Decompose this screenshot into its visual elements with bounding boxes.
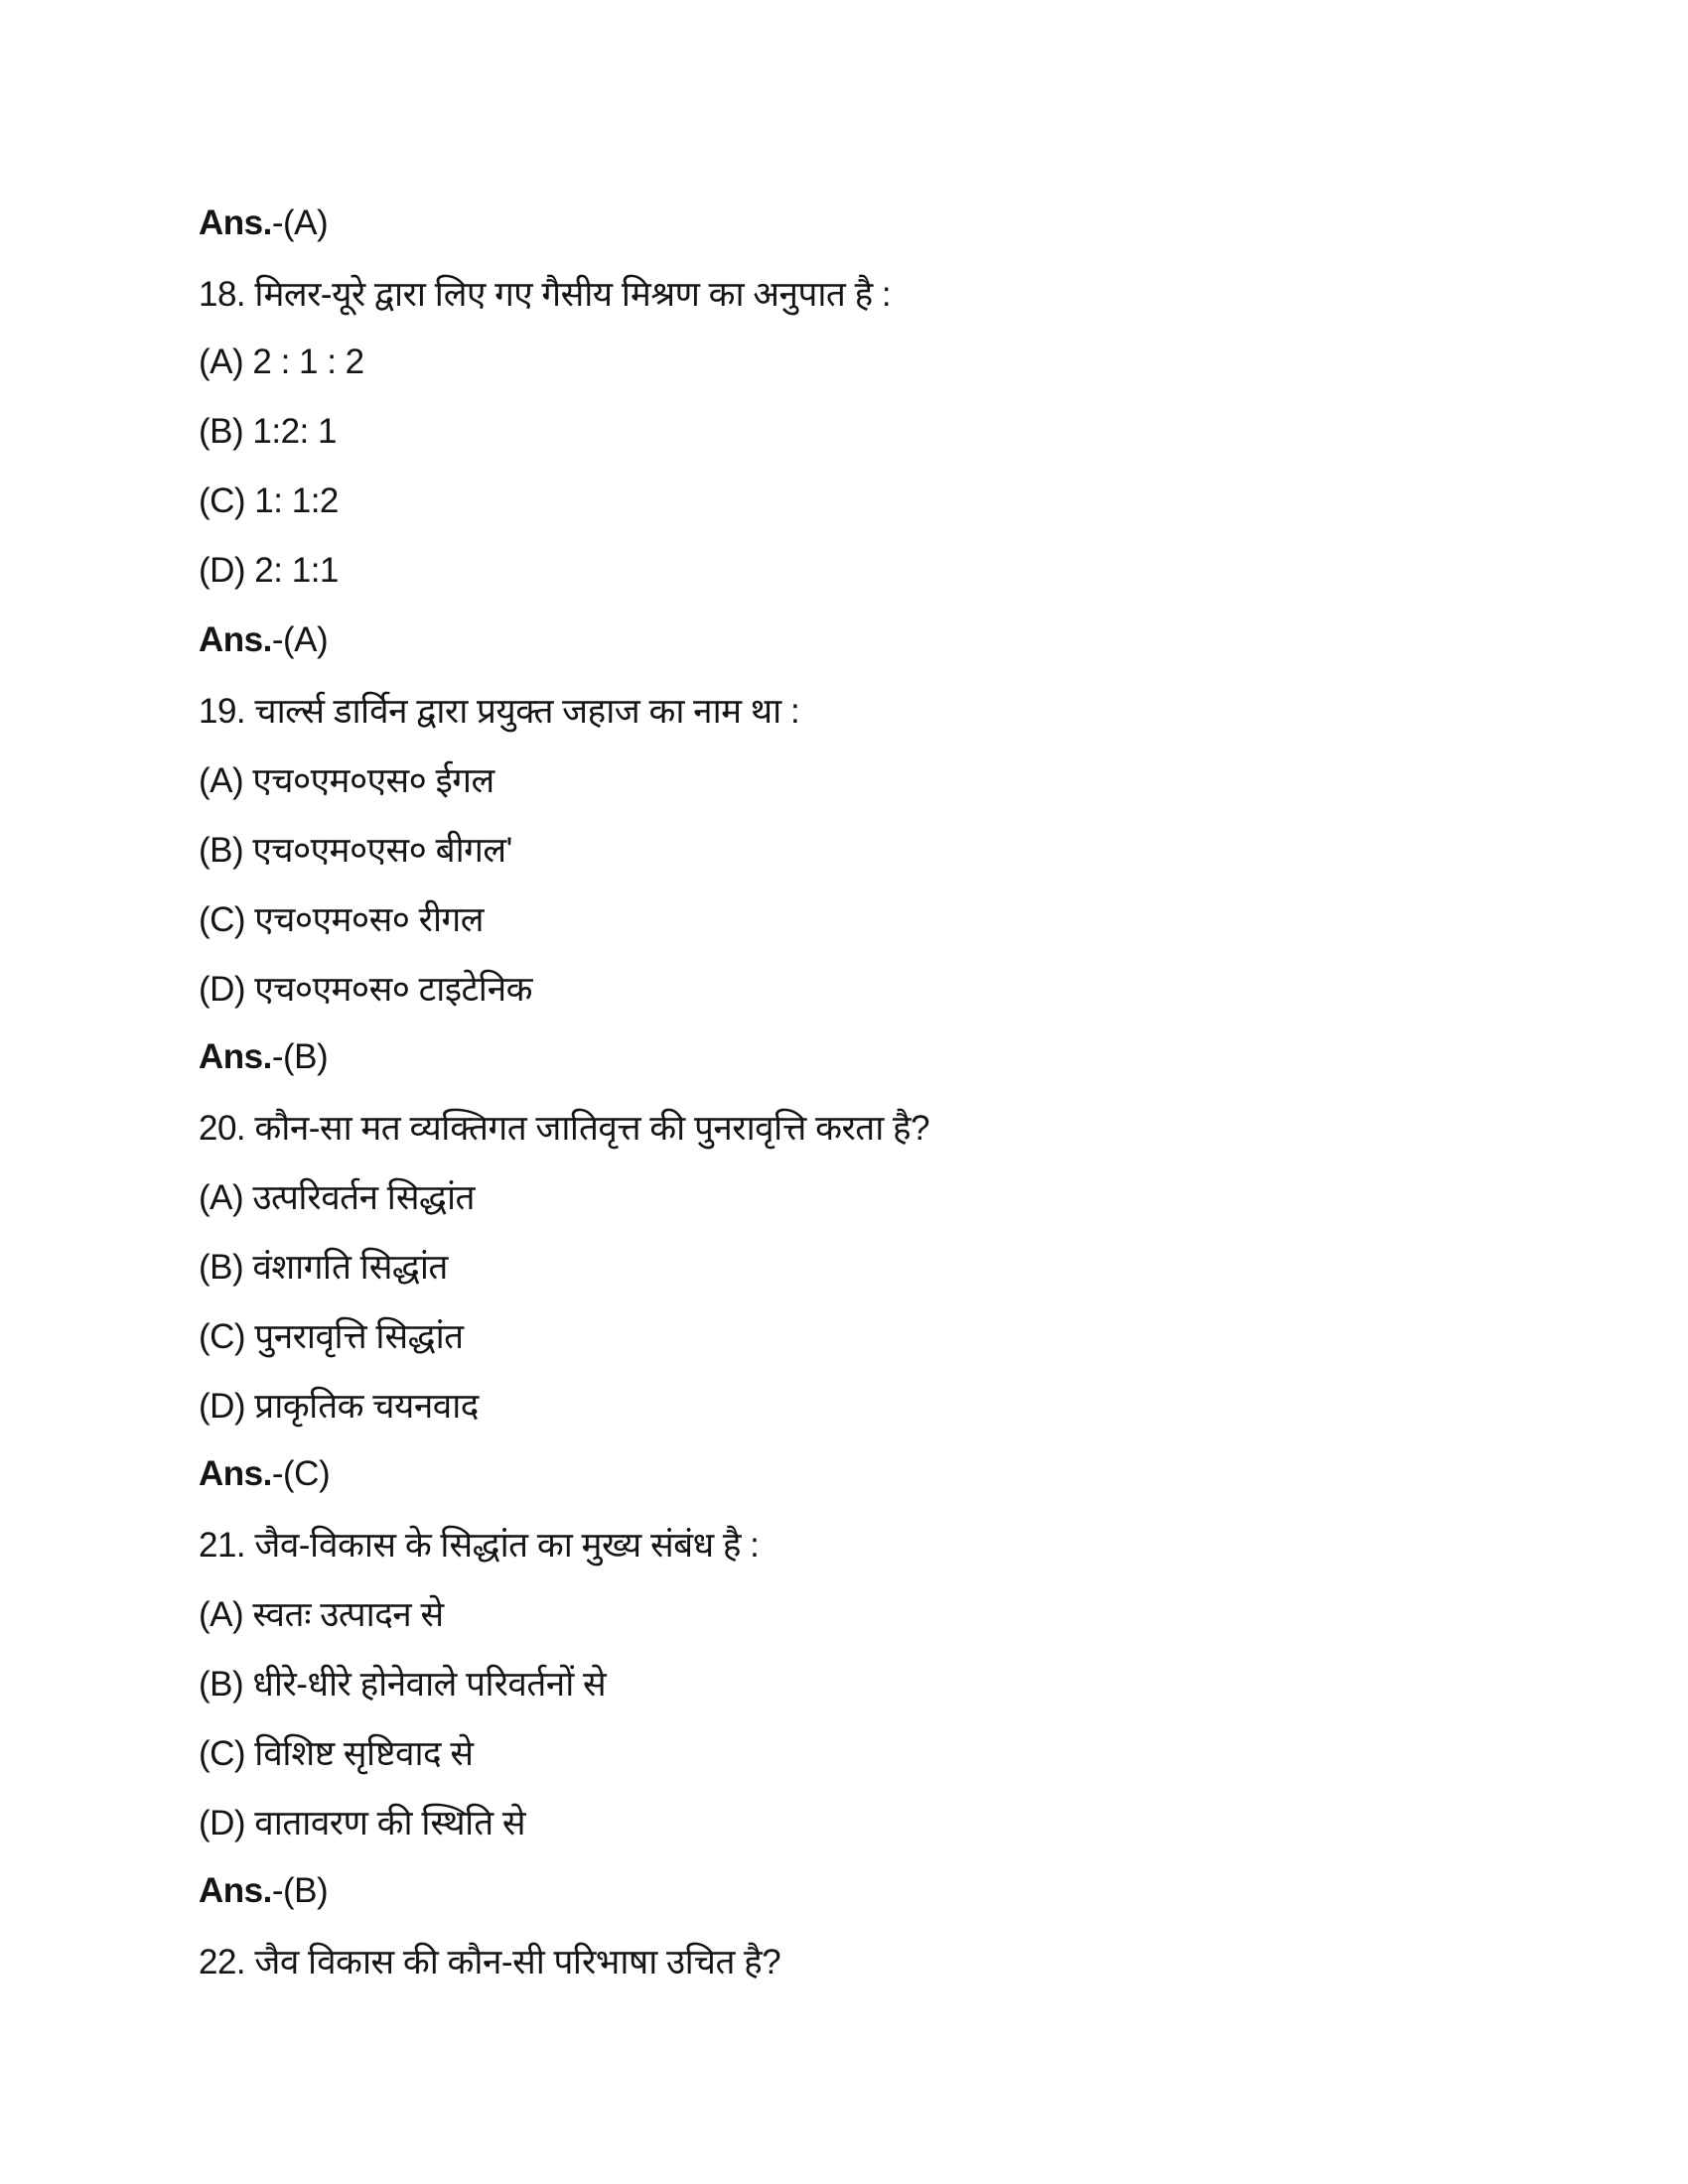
answer-line bbox=[199, 1856, 1628, 1926]
option-line-18b: (B) 1:2: 1 bbox=[199, 412, 337, 451]
answer-line bbox=[199, 189, 1628, 258]
question-line-19: 19. चार्ल्स डार्विन द्वारा प्रयुक्त जहाज का नाम था : bbox=[199, 691, 800, 731]
answer-label: Ans. bbox=[199, 204, 272, 242]
option-line-20a: (A) उत्परिवर्तन सिद्धांत bbox=[199, 1177, 475, 1217]
question-paper-content bbox=[199, 189, 1628, 1995]
answer-value: -(A) bbox=[271, 620, 329, 659]
answer-line bbox=[199, 1439, 1628, 1509]
option-line-19b: (B) एच०एम०एस० बीगल' bbox=[199, 830, 512, 870]
question-line-20: 20. कौन-सा मत व्यक्तिगत जातिवृत्त की पुनरावृत्ति करता है? bbox=[199, 1108, 930, 1148]
question-line-18: 18. मिलर-यूरे द्वारा लिए गए गैसीय मिश्रण का अनुपात है : bbox=[199, 274, 892, 314]
option-line-21a: (A) स्वतः उत्पादन से bbox=[199, 1594, 444, 1634]
option-line-19a: (A) एच०एम०एस० ईगल bbox=[199, 760, 494, 800]
option-line-19d: (D) एच०एम०स० टाइटेनिक bbox=[199, 969, 533, 1009]
answer-value: -(B) bbox=[271, 1871, 329, 1910]
answer-label: Ans. bbox=[199, 1871, 272, 1910]
option-line-18d: (D) 2: 1:1 bbox=[199, 551, 339, 590]
option-line-21c: (C) विशिष्ट सृष्टिवाद से bbox=[199, 1733, 474, 1773]
answer-line bbox=[199, 606, 1628, 675]
answer-label: Ans. bbox=[199, 1454, 272, 1493]
option-line-20d: (D) प्राकृतिक चयनवाद bbox=[199, 1386, 479, 1426]
answer-value: -(C) bbox=[271, 1454, 331, 1493]
answer-label: Ans. bbox=[199, 620, 272, 659]
option-line-21d: (D) वातावरण की स्थिति से bbox=[199, 1803, 526, 1843]
option-line-21b: (B) धीरे-धीरे होनेवाले परिवर्तनों से bbox=[199, 1664, 607, 1704]
answer-label: Ans. bbox=[199, 1037, 272, 1076]
option-line-18c: (C) 1: 1:2 bbox=[199, 481, 339, 520]
answer-line bbox=[199, 1023, 1628, 1092]
option-line-20c: (C) पुनरावृत्ति सिद्धांत bbox=[199, 1316, 464, 1356]
question-line-21: 21. जैव-विकास के सिद्धांत का मुख्य संबंध है : bbox=[199, 1525, 760, 1565]
answer-value: -(B) bbox=[271, 1037, 329, 1076]
option-line-20b: (B) वंशागति सिद्धांत bbox=[199, 1247, 448, 1287]
option-line-18a: (A) 2 : 1 : 2 bbox=[199, 342, 364, 381]
question-line-22: 22. जैव विकास की कौन-सी परिभाषा उचित है? bbox=[199, 1942, 781, 1981]
answer-value: -(A) bbox=[271, 204, 329, 242]
option-line-19c: (C) एच०एम०स० रीगल bbox=[199, 899, 484, 939]
